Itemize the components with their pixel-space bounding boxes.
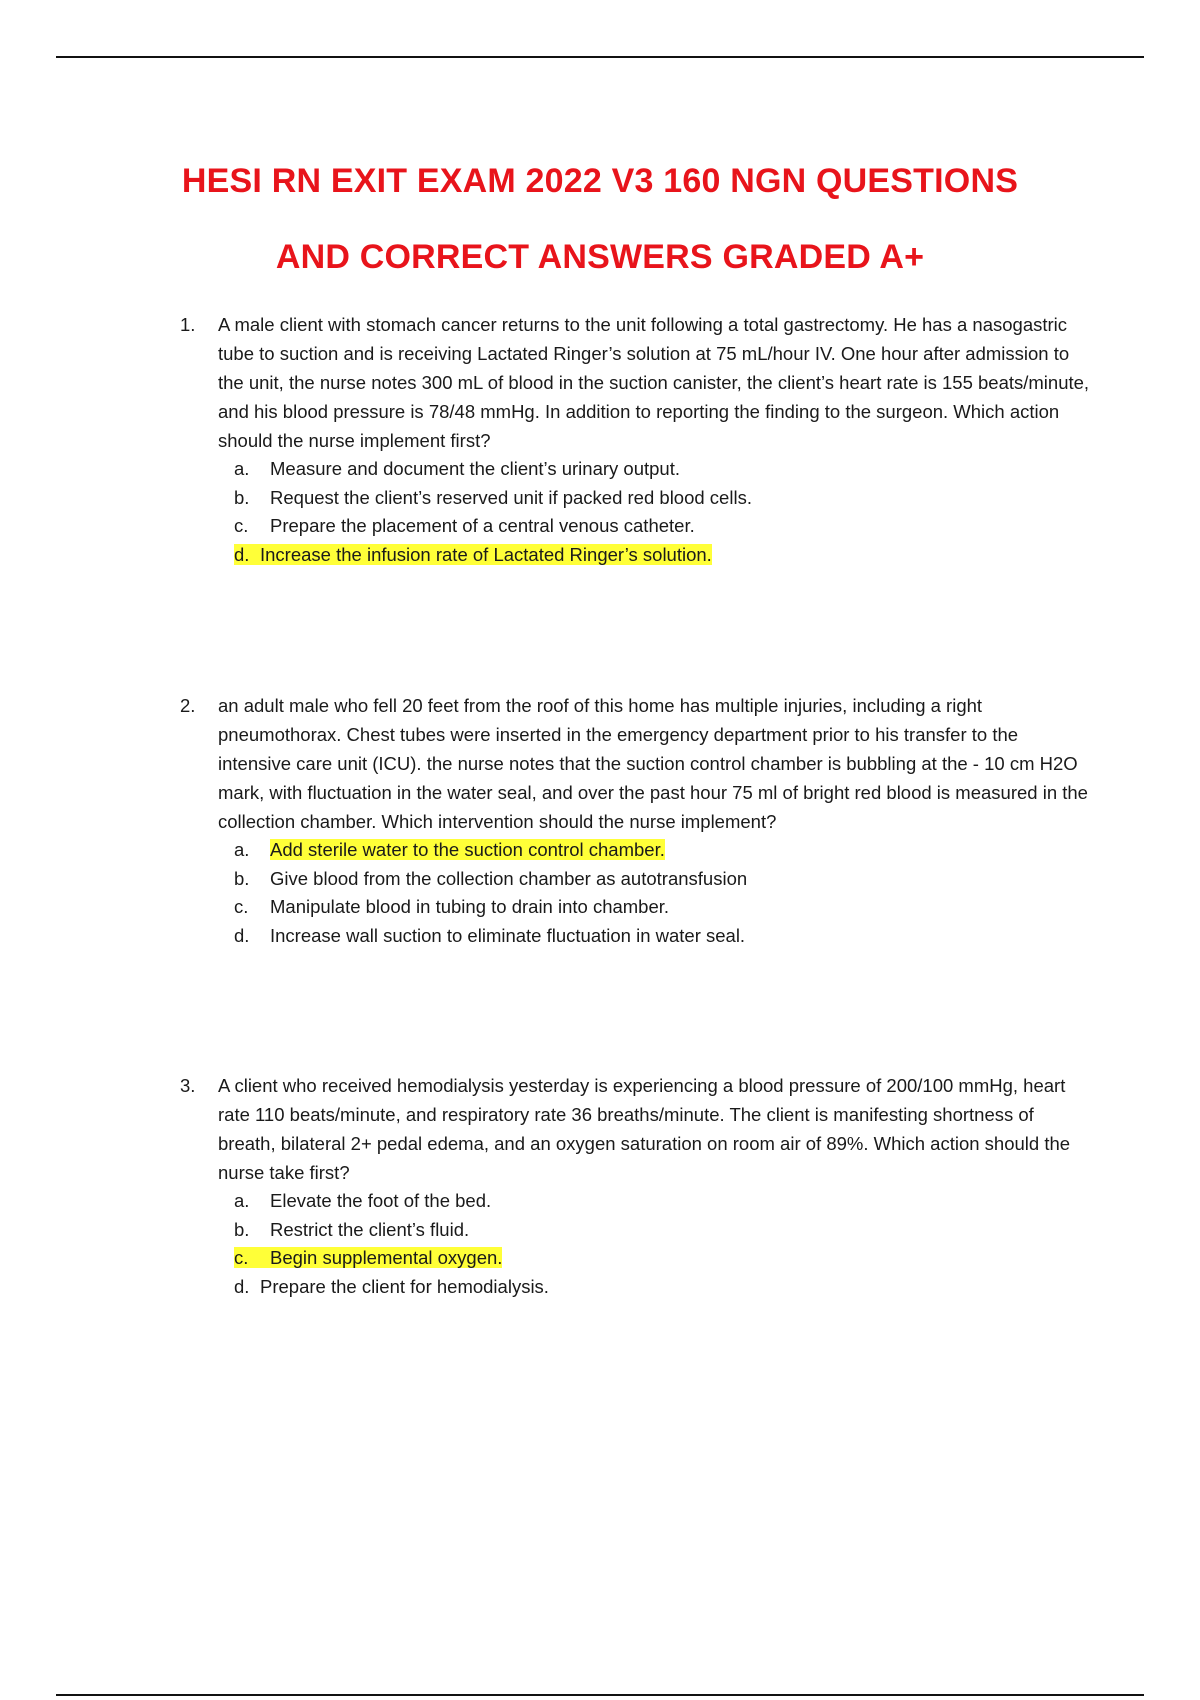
option-text: Prepare the client for hemodialysis. bbox=[260, 1275, 549, 1297]
option-letter: d. bbox=[234, 1275, 250, 1297]
answer-option-a-correct bbox=[234, 836, 1090, 865]
option-text: Increase wall suction to eliminate fluctuation in water seal. bbox=[270, 924, 746, 946]
question-text: A client who received hemodialysis yesterday is experiencing a blood pressure of 200/100 mmHg, heart rate 110 beats/minute, and respiratory rate 36 breaths/minute. The client is manifesting shortness of breath, bilateral 2+ pedal edema, and an oxygen saturation on room air of 89%. Which action should the nurse take first? bbox=[218, 1075, 1071, 1183]
option-text: Manipulate blood in tubing to drain into chamber. bbox=[270, 896, 670, 917]
answer-option-a bbox=[234, 455, 1090, 484]
option-letter: c. bbox=[234, 515, 249, 536]
correct-answer-highlight: Add sterile water to the suction control chamber. bbox=[270, 839, 665, 860]
option-text: Prepare the placement of a central venous catheter. bbox=[270, 515, 695, 536]
page-bottom-rule bbox=[56, 1694, 1144, 1696]
answer-option-b bbox=[234, 1216, 1090, 1245]
option-letter: a. bbox=[234, 1190, 250, 1211]
answer-options bbox=[180, 836, 1090, 950]
question-text: an adult male who fell 20 feet from the roof of this home has multiple injuries, including a right pneumothorax. Chest tubes were inserted in the emergency department prior to his transfer to the intensive care unit (ICU). the nurse notes that the suction control chamber is bubbling at the - 10 cm H2O mark, with fluctuation in the water seal, and over the past hour 75 ml of bright red blood is measured in the collection chamber. Which intervention should the nurse implement? bbox=[218, 695, 1088, 832]
option-letter: c. bbox=[234, 896, 249, 917]
question-stem bbox=[180, 691, 1090, 836]
question-1 bbox=[180, 310, 1090, 569]
answer-option-d-correct bbox=[234, 541, 1090, 570]
question-text: A male client with stomach cancer returns to the unit following a total gastrectomy. He has a nasogastric tube to suction and is receiving Lactated Ringer’s solution at 75 mL/hour IV. One hour after admission to the unit, the nurse notes 300 mL of blood in the suction canister, the client’s heart rate is 155 beats/minute, and his blood pressure is 78/48 mmHg. In addition to reporting the finding to the surgeon. Which action should the nurse implement first? bbox=[218, 314, 1090, 451]
question-number: 3. bbox=[180, 1075, 196, 1096]
answer-option-c-correct bbox=[234, 1244, 1090, 1273]
option-text: Increase the infusion rate of Lactated Ringer’s solution. bbox=[260, 543, 712, 565]
option-letter: c. bbox=[234, 1247, 249, 1268]
answer-option-c bbox=[234, 893, 1090, 922]
option-letter: a. bbox=[234, 458, 250, 479]
option-text: Give blood from the collection chamber as autotransfusion bbox=[270, 867, 748, 889]
option-letter: d. bbox=[234, 543, 250, 565]
answer-option-a bbox=[234, 1187, 1090, 1216]
question-number: 2. bbox=[180, 695, 196, 716]
answer-option-b bbox=[234, 484, 1090, 513]
answer-option-d bbox=[234, 1273, 1090, 1302]
question-stem bbox=[180, 310, 1090, 455]
answer-option-c bbox=[234, 512, 1090, 541]
question-stem bbox=[180, 1071, 1090, 1187]
document-title-line-2: AND CORRECT ANSWERS GRADED A+ bbox=[275, 238, 925, 276]
page-top-rule bbox=[56, 56, 1144, 58]
correct-answer-highlight bbox=[234, 544, 712, 565]
option-letter: b. bbox=[234, 486, 250, 508]
answer-option-b bbox=[234, 865, 1090, 894]
option-text: Request the client’s reserved unit if packed red blood cells. bbox=[270, 486, 752, 508]
option-text: Restrict the client’s fluid. bbox=[270, 1218, 470, 1240]
question-number: 1. bbox=[180, 314, 196, 335]
option-letter: d. bbox=[234, 924, 250, 946]
option-letter: b. bbox=[234, 867, 250, 889]
document-title-line-1: HESI RN EXIT EXAM 2022 V3 160 NGN QUESTIONS bbox=[181, 162, 1019, 200]
question-2 bbox=[180, 691, 1090, 950]
option-text: Begin supplemental oxygen. bbox=[270, 1247, 503, 1268]
option-text: Elevate the foot of the bed. bbox=[270, 1190, 492, 1211]
answer-options bbox=[180, 455, 1090, 569]
answer-option-d bbox=[234, 922, 1090, 951]
question-3 bbox=[180, 1071, 1090, 1301]
option-letter: a. bbox=[234, 839, 250, 860]
option-letter: b. bbox=[234, 1218, 250, 1240]
correct-answer-highlight bbox=[234, 1247, 502, 1268]
option-text: Measure and document the client’s urinary output. bbox=[270, 458, 680, 479]
answer-options bbox=[180, 1187, 1090, 1301]
